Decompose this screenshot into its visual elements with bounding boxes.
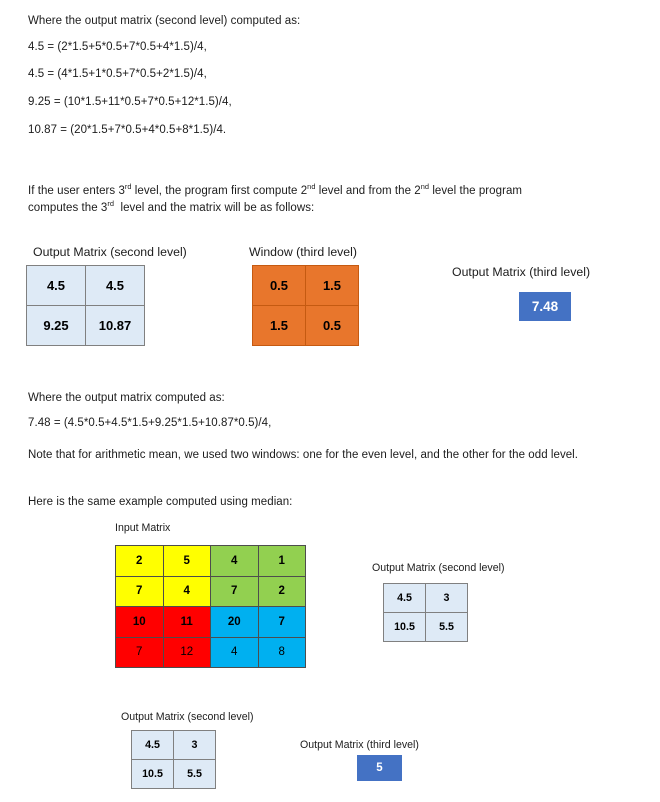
third-level-text-c: level and from the 2 [315,185,421,197]
matrix-cell: 7 [116,637,164,668]
caption-input-matrix: Input Matrix [115,522,171,534]
matrix-row [116,576,306,607]
matrix-row [27,266,145,306]
third-level-line2-a: computes the 3 [28,202,108,214]
matrix-row [253,266,359,306]
caption-output-matrix-second-level-median-bottom: Output Matrix (second level) [121,711,254,723]
matrix-cell: 11 [163,607,211,638]
matrix-cell: 8 [258,637,306,668]
matrix-cell: 3 [174,731,216,760]
matrix-cell: 4 [211,637,259,668]
caption-output-matrix-second-level: Output Matrix (second level) [33,245,187,259]
value-output-third-level-median: 5 [357,755,402,781]
matrix-row [253,306,359,346]
matrix-row [132,731,216,760]
matrix-cell: 5.5 [426,613,468,642]
caption-window-third-level: Window (third level) [249,245,357,259]
matrix-window-third-level [252,265,359,346]
paragraph-note-arithmetic-mean: Note that for arithmetic mean, we used two windows: one for the even level, and the other for the odd level. [28,449,579,461]
equation-line-5: 7.48 = (4.5*0.5+4.5*1.5+9.25*1.5+10.87*0.5)/4, [28,417,272,429]
matrix-cell: 4.5 [86,266,145,306]
equation-line-1: 4.5 = (2*1.5+5*0.5+7*0.5+4*1.5)/4, [28,41,207,53]
value-output-third-level-mean: 7.48 [519,292,571,321]
matrix-cell: 2 [258,576,306,607]
matrix-cell: 1 [258,546,306,577]
paragraph-third-level [28,183,628,217]
third-level-text-a: If the user enters 3 [28,185,125,197]
matrix-output-second-level-mean [26,265,145,346]
matrix-cell: 20 [211,607,259,638]
third-level-line2-b: level and the matrix will be as follows: [114,202,315,214]
equation-line-2: 4.5 = (4*1.5+1*0.5+7*0.5+2*1.5)/4, [28,68,207,80]
paragraph-where-output-computed: Where the output matrix computed as: [28,392,225,404]
matrix-cell: 4.5 [27,266,86,306]
ordinal-superscript-nd-1: nd [307,182,316,192]
matrix-cell: 5.5 [174,760,216,789]
matrix-row [384,613,468,642]
matrix-cell: 9.25 [27,306,86,346]
matrix-cell: 4 [211,546,259,577]
matrix-cell: 4.5 [384,584,426,613]
ordinal-superscript-nd-2: nd [420,182,430,192]
paragraph-median-intro: Here is the same example computed using median: [28,496,293,508]
caption-output-matrix-third-level-median: Output Matrix (third level) [300,739,419,751]
matrix-cell: 10.5 [132,760,174,789]
third-level-text-b: level, the program first compute 2 [131,185,308,197]
matrix-cell: 3 [426,584,468,613]
equation-line-4: 10.87 = (20*1.5+7*0.5+4*0.5+8*1.5)/4. [28,124,227,136]
matrix-cell: 7 [211,576,259,607]
matrix-row [132,760,216,789]
matrix-cell: 10.5 [384,613,426,642]
matrix-cell: 1.5 [253,306,306,346]
matrix-row [116,546,306,577]
paragraph-intro: Where the output matrix (second level) computed as: [28,15,301,27]
matrix-row [116,607,306,638]
matrix-cell: 1.5 [306,266,359,306]
matrix-cell: 4.5 [132,731,174,760]
matrix-input [115,545,306,668]
matrix-row [116,637,306,668]
matrix-cell: 2 [116,546,164,577]
matrix-cell: 0.5 [306,306,359,346]
matrix-row [384,584,468,613]
matrix-cell: 7 [258,607,306,638]
matrix-cell: 10.87 [86,306,145,346]
matrix-output-second-level-median-top [383,583,468,642]
ordinal-superscript-rd-2: rd [107,199,115,209]
matrix-cell: 4 [163,576,211,607]
equation-line-3: 9.25 = (10*1.5+11*0.5+7*0.5+12*1.5)/4, [28,96,232,108]
matrix-output-second-level-median-bottom [131,730,216,789]
matrix-cell: 10 [116,607,164,638]
matrix-cell: 12 [163,637,211,668]
caption-output-matrix-second-level-median-top: Output Matrix (second level) [372,562,505,574]
matrix-cell: 5 [163,546,211,577]
matrix-cell: 0.5 [253,266,306,306]
matrix-row [27,306,145,346]
third-level-text-d: level the program [429,185,523,197]
ordinal-superscript-rd-1: rd [124,182,132,192]
matrix-cell: 7 [116,576,164,607]
caption-output-matrix-third-level: Output Matrix (third level) [452,265,591,279]
